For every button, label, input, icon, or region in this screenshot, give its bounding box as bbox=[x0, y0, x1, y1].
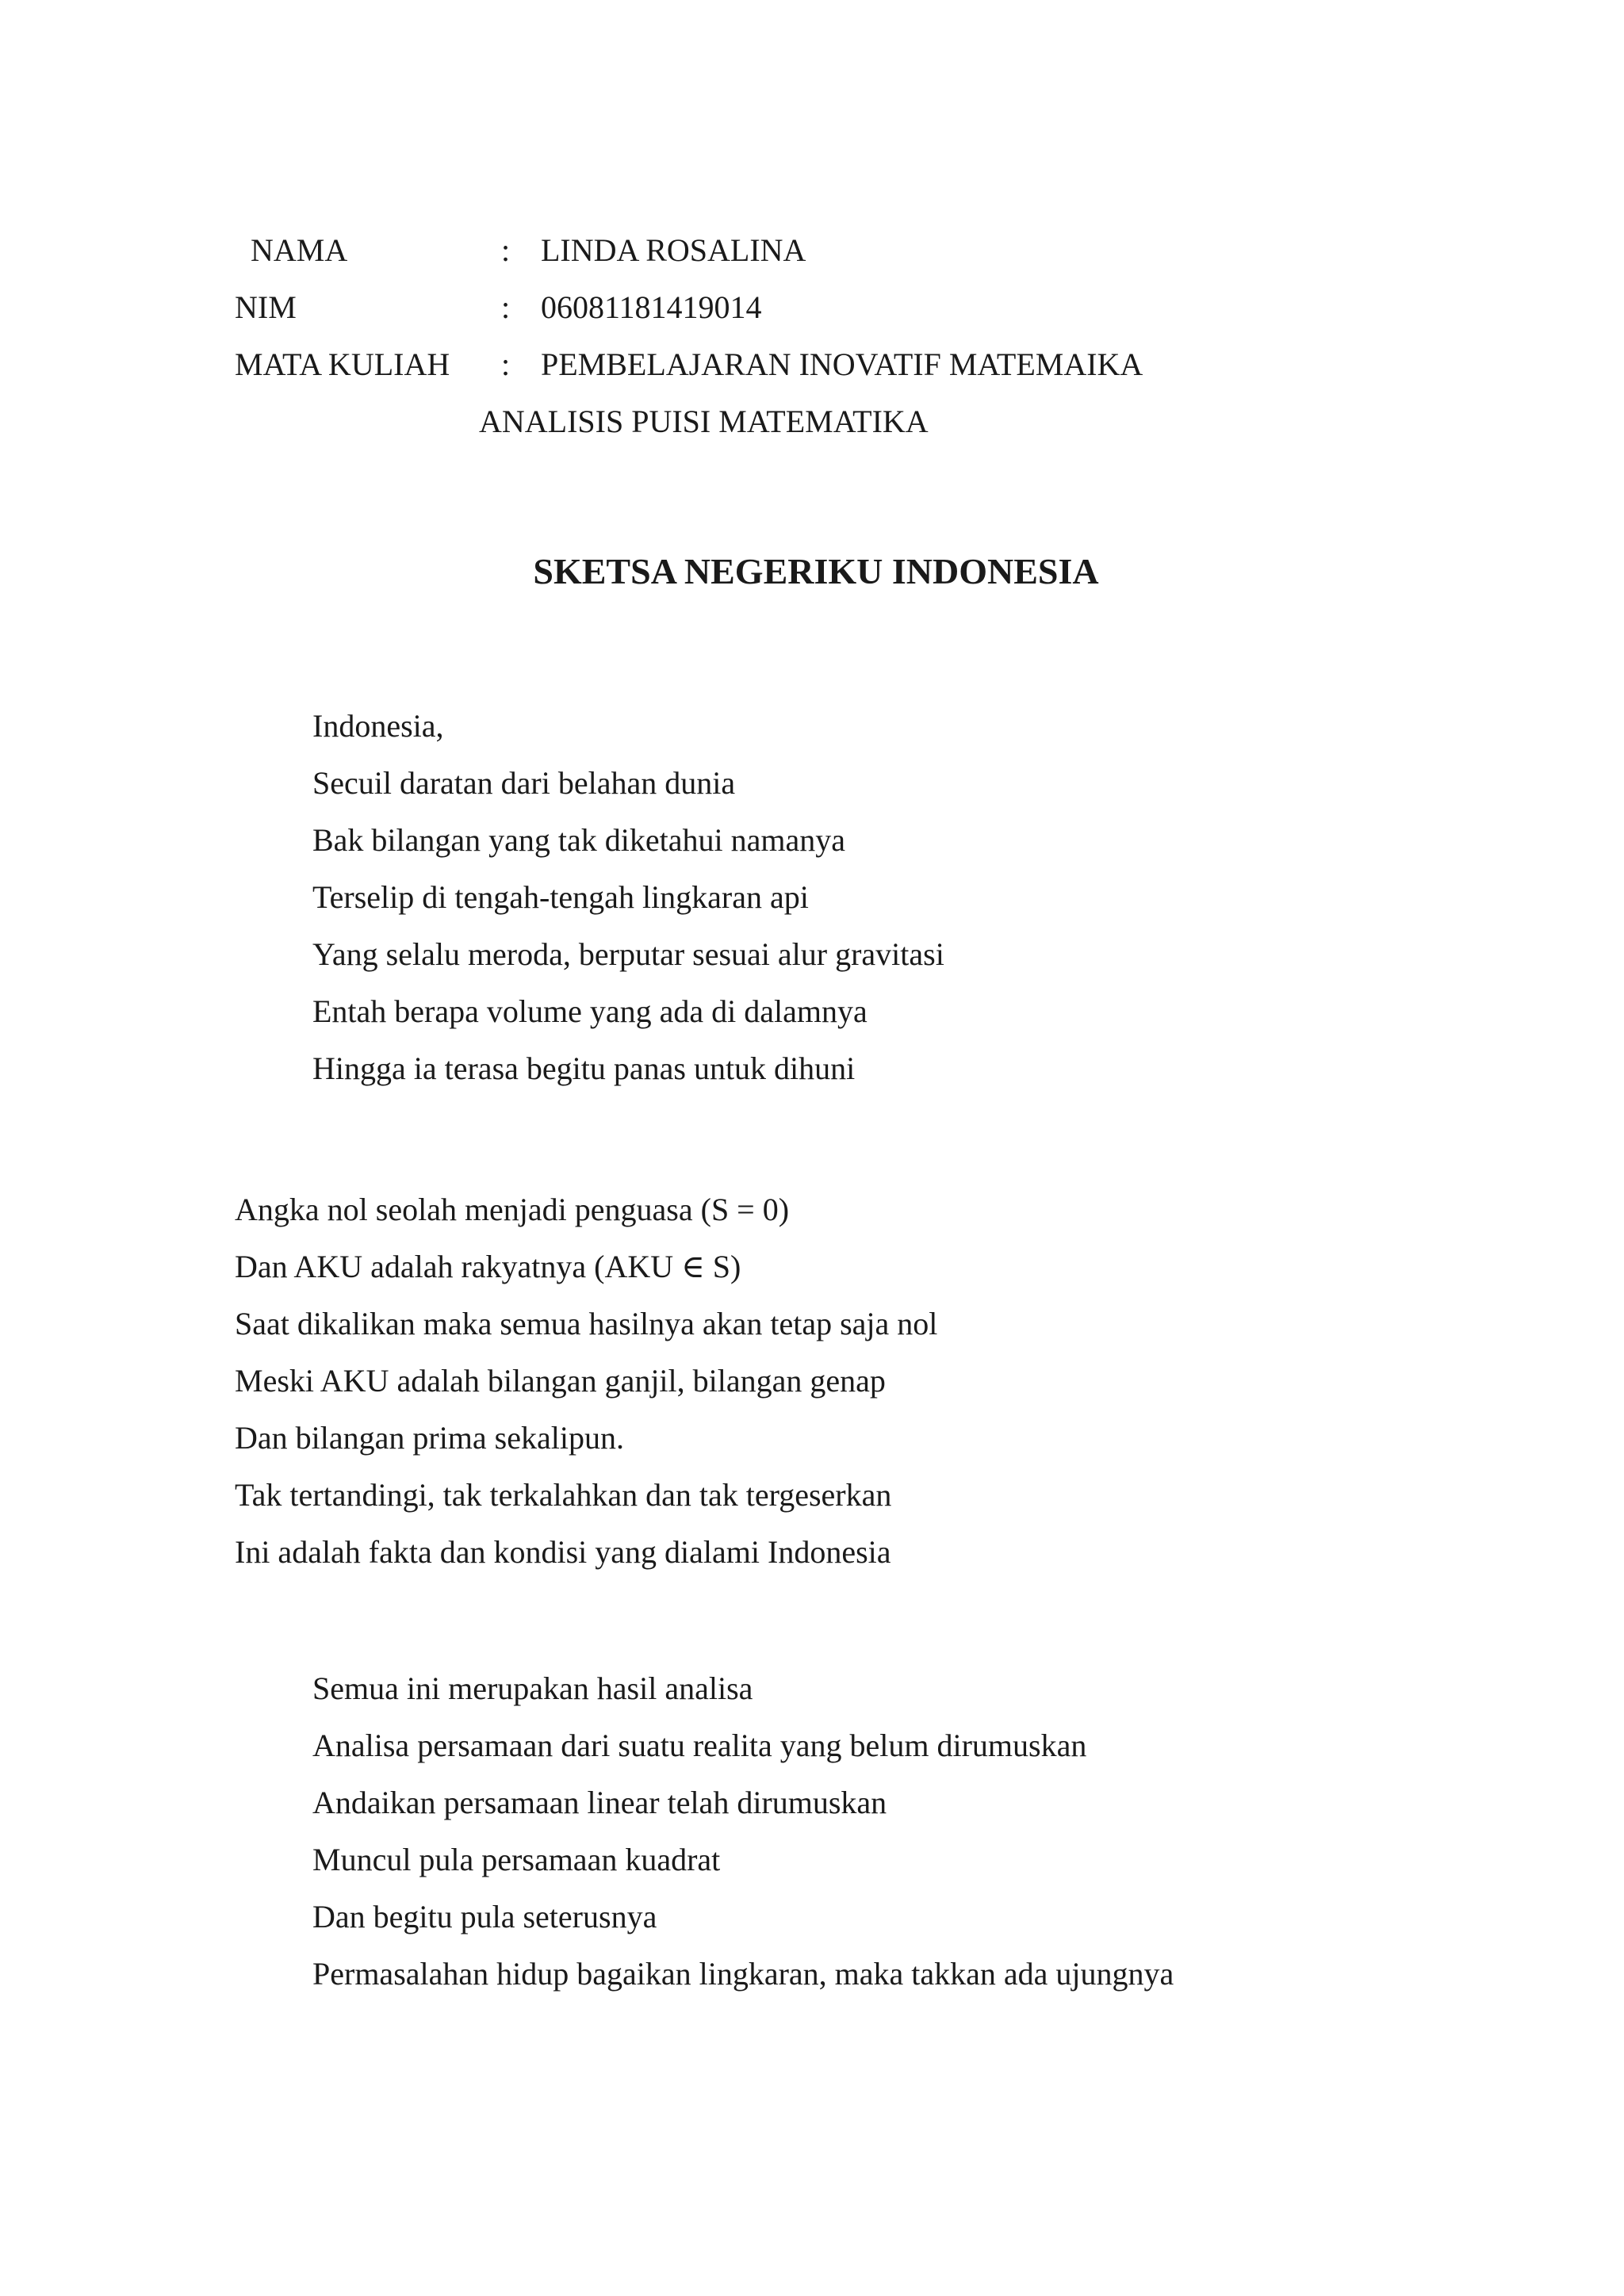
poem-line: Bak bilangan yang tak diketahui namanya bbox=[312, 822, 846, 858]
poem-line: Andaikan persamaan linear telah dirumuskan bbox=[312, 1785, 887, 1820]
poem-line: Saat dikalikan maka semua hasilnya akan tetap saja nol bbox=[235, 1306, 938, 1341]
poem-line: Dan bilangan prima sekalipun. bbox=[235, 1420, 624, 1456]
poem-line: Angka nol seolah menjadi penguasa (S = 0) bbox=[235, 1192, 790, 1227]
poem-title: SKETSA NEGERIKU INDONESIA bbox=[533, 551, 1099, 591]
stanza-2 bbox=[235, 1181, 937, 1581]
poem-line: Secuil daratan dari belahan dunia bbox=[312, 765, 736, 801]
poem-line: Muncul pula persamaan kuadrat bbox=[312, 1842, 721, 1877]
poem-line: Entah berapa volume yang ada di dalamnya bbox=[312, 993, 868, 1029]
stanza-1 bbox=[312, 698, 944, 1097]
stanza-3 bbox=[312, 1660, 1174, 2003]
poem-line: Semua ini merupakan hasil analisa bbox=[312, 1670, 753, 1706]
poem-line: Hingga ia terasa begitu panas untuk dihuni bbox=[312, 1050, 856, 1086]
header-colon: : bbox=[501, 346, 511, 382]
header-colon: : bbox=[501, 289, 511, 325]
header-colon: : bbox=[501, 232, 511, 268]
poem-line: Analisa persamaan dari suatu realita yang belum dirumuskan bbox=[312, 1728, 1087, 1763]
poem-line: Tak tertandingi, tak terkalahkan dan tak tergeserkan bbox=[235, 1477, 892, 1513]
poem-line: Meski AKU adalah bilangan ganjil, bilangan genap bbox=[235, 1363, 886, 1399]
document-subtitle: ANALISIS PUISI MATEMATIKA bbox=[479, 404, 929, 439]
poem-line: Indonesia, bbox=[312, 708, 444, 744]
header-label: NAMA bbox=[251, 232, 348, 268]
poem-line: Yang selalu meroda, berputar sesuai alur gravitasi bbox=[312, 936, 944, 972]
poem-line: Ini adalah fakta dan kondisi yang dialami Indonesia bbox=[235, 1534, 891, 1570]
header-label: MATA KULIAH bbox=[235, 346, 450, 382]
header-value: 06081181419014 bbox=[541, 289, 762, 325]
poem-line: Terselip di tengah-tengah lingkaran api bbox=[312, 879, 809, 915]
poem-line: Dan begitu pula seterusnya bbox=[312, 1899, 657, 1934]
header-label: NIM bbox=[235, 289, 297, 325]
header-value: PEMBELAJARAN INOVATIF MATEMAIKA bbox=[541, 346, 1143, 382]
header-value: LINDA ROSALINA bbox=[541, 232, 806, 268]
poem-line: Dan AKU adalah rakyatnya (AKU ∈ S) bbox=[235, 1249, 741, 1284]
poem-line: Permasalahan hidup bagaikan lingkaran, maka takkan ada ujungnya bbox=[312, 1956, 1174, 1992]
